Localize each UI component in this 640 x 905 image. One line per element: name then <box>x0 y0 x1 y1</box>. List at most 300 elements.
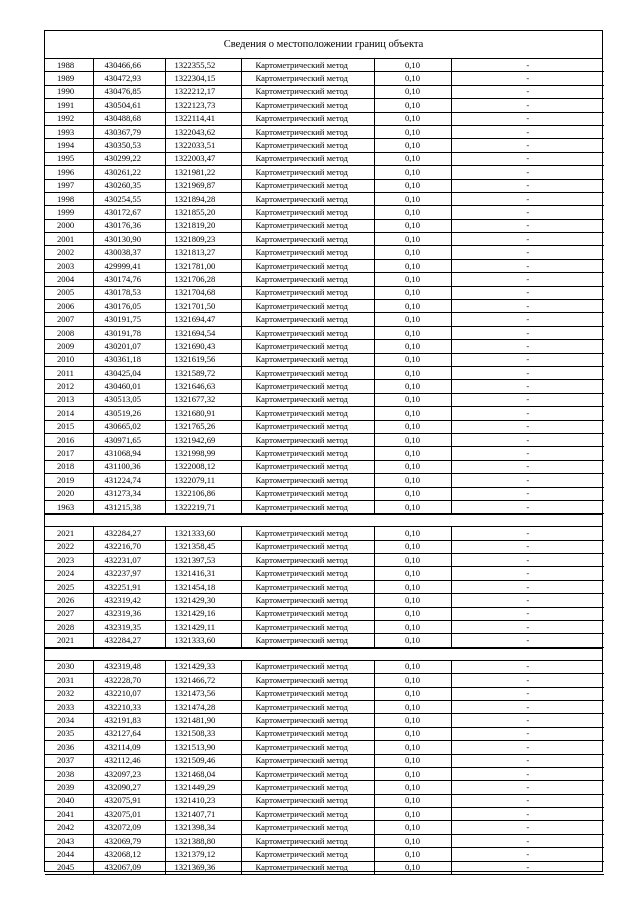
description: - <box>451 621 604 634</box>
y-coordinate: 1321429,16 <box>165 607 241 620</box>
method: Картометрический метод <box>241 433 374 446</box>
x-coordinate: 432068,12 <box>93 848 165 861</box>
y-coordinate: 1321333,60 <box>165 527 241 540</box>
x-coordinate: 432067,09 <box>93 861 165 874</box>
y-coordinate: 1321819,20 <box>165 219 241 232</box>
point-number: 1994 <box>45 139 93 152</box>
description: - <box>451 407 604 420</box>
method: Картометрический метод <box>241 607 374 620</box>
description: - <box>451 313 604 326</box>
method: Картометрический метод <box>241 206 374 219</box>
coordinates-tables <box>45 59 602 875</box>
y-coordinate: 1321474,28 <box>165 700 241 713</box>
accuracy: 0,10 <box>374 460 451 473</box>
description: - <box>451 259 604 272</box>
x-coordinate: 430361,18 <box>93 353 165 366</box>
x-coordinate: 432216,70 <box>93 540 165 553</box>
x-coordinate: 430172,67 <box>93 206 165 219</box>
point-number: 1990 <box>45 85 93 98</box>
accuracy: 0,10 <box>374 700 451 713</box>
accuracy: 0,10 <box>374 861 451 874</box>
method: Картометрический метод <box>241 808 374 821</box>
x-coordinate: 430425,04 <box>93 366 165 379</box>
accuracy: 0,10 <box>374 554 451 567</box>
description: - <box>451 674 604 687</box>
x-coordinate: 430178,53 <box>93 286 165 299</box>
accuracy: 0,10 <box>374 99 451 112</box>
method: Картометрический метод <box>241 754 374 767</box>
table-row <box>45 714 604 727</box>
point-number: 2021 <box>45 634 93 647</box>
point-number: 1996 <box>45 166 93 179</box>
accuracy: 0,10 <box>374 821 451 834</box>
x-coordinate: 432228,70 <box>93 674 165 687</box>
y-coordinate: 1321969,87 <box>165 179 241 192</box>
point-number: 1999 <box>45 206 93 219</box>
table-row <box>45 192 604 205</box>
y-coordinate: 1322008,12 <box>165 460 241 473</box>
method: Картометрический метод <box>241 259 374 272</box>
method: Картометрический метод <box>241 313 374 326</box>
point-number: 1998 <box>45 192 93 205</box>
point-number: 2003 <box>45 259 93 272</box>
description: - <box>451 99 604 112</box>
accuracy: 0,10 <box>374 340 451 353</box>
accuracy: 0,10 <box>374 808 451 821</box>
accuracy: 0,10 <box>374 527 451 540</box>
description: - <box>451 781 604 794</box>
accuracy: 0,10 <box>374 72 451 85</box>
accuracy: 0,10 <box>374 607 451 620</box>
table-row <box>45 380 604 393</box>
table-row <box>45 674 604 687</box>
method: Картометрический метод <box>241 393 374 406</box>
point-number: 2018 <box>45 460 93 473</box>
y-coordinate: 1321397,53 <box>165 554 241 567</box>
x-coordinate: 431224,74 <box>93 474 165 487</box>
description: - <box>451 139 604 152</box>
description: - <box>451 433 604 446</box>
method: Картометрический метод <box>241 861 374 874</box>
point-number: 2043 <box>45 834 93 847</box>
y-coordinate: 1321333,60 <box>165 634 241 647</box>
point-number: 2021 <box>45 527 93 540</box>
table-row <box>45 152 604 165</box>
boundary-document <box>44 30 603 872</box>
x-coordinate: 430191,78 <box>93 326 165 339</box>
table-row <box>45 687 604 700</box>
y-coordinate: 1321429,33 <box>165 661 241 674</box>
y-coordinate: 1321781,00 <box>165 259 241 272</box>
description: - <box>451 808 604 821</box>
description: - <box>451 527 604 540</box>
description: - <box>451 460 604 473</box>
method: Картометрический метод <box>241 326 374 339</box>
accuracy: 0,10 <box>374 206 451 219</box>
accuracy: 0,10 <box>374 794 451 807</box>
description: - <box>451 754 604 767</box>
x-coordinate: 432127,64 <box>93 727 165 740</box>
point-number: 2038 <box>45 767 93 780</box>
table-row <box>45 366 604 379</box>
page-title: Сведения о местоположении границ объекта <box>45 31 602 59</box>
method: Картометрический метод <box>241 674 374 687</box>
x-coordinate: 430466,66 <box>93 59 165 72</box>
table-row <box>45 540 604 553</box>
x-coordinate: 430130,90 <box>93 233 165 246</box>
description: - <box>451 353 604 366</box>
method: Картометрический метод <box>241 540 374 553</box>
x-coordinate: 430350,53 <box>93 139 165 152</box>
method: Картометрический метод <box>241 554 374 567</box>
y-coordinate: 1321680,91 <box>165 407 241 420</box>
accuracy: 0,10 <box>374 166 451 179</box>
point-number: 2000 <box>45 219 93 232</box>
description: - <box>451 72 604 85</box>
table-row <box>45 259 604 272</box>
y-coordinate: 1322043,62 <box>165 125 241 138</box>
y-coordinate: 1322304,15 <box>165 72 241 85</box>
accuracy: 0,10 <box>374 192 451 205</box>
x-coordinate: 432319,35 <box>93 621 165 634</box>
method: Картометрический метод <box>241 700 374 713</box>
x-coordinate: 432319,48 <box>93 661 165 674</box>
accuracy: 0,10 <box>374 500 451 513</box>
accuracy: 0,10 <box>374 85 451 98</box>
point-number: 2022 <box>45 540 93 553</box>
x-coordinate: 429999,41 <box>93 259 165 272</box>
description: - <box>451 206 604 219</box>
accuracy: 0,10 <box>374 380 451 393</box>
table-row <box>45 821 604 834</box>
accuracy: 0,10 <box>374 767 451 780</box>
description: - <box>451 634 604 647</box>
table-row <box>45 781 604 794</box>
y-coordinate: 1322106,86 <box>165 487 241 500</box>
method: Картометрический метод <box>241 300 374 313</box>
y-coordinate: 1321407,71 <box>165 808 241 821</box>
table-row <box>45 834 604 847</box>
point-number: 2009 <box>45 340 93 353</box>
table-row <box>45 661 604 674</box>
x-coordinate: 431068,94 <box>93 447 165 460</box>
accuracy: 0,10 <box>374 286 451 299</box>
point-number: 2015 <box>45 420 93 433</box>
y-coordinate: 1321855,20 <box>165 206 241 219</box>
point-number: 2024 <box>45 567 93 580</box>
description: - <box>451 834 604 847</box>
x-coordinate: 430191,75 <box>93 313 165 326</box>
y-coordinate: 1321473,56 <box>165 687 241 700</box>
description: - <box>451 580 604 593</box>
accuracy: 0,10 <box>374 540 451 553</box>
x-coordinate: 432072,09 <box>93 821 165 834</box>
coordinates-table <box>45 661 604 875</box>
point-number: 2045 <box>45 861 93 874</box>
y-coordinate: 1321701,50 <box>165 300 241 313</box>
point-number: 2027 <box>45 607 93 620</box>
x-coordinate: 430488,68 <box>93 112 165 125</box>
y-coordinate: 1321449,29 <box>165 781 241 794</box>
x-coordinate: 432075,01 <box>93 808 165 821</box>
y-coordinate: 1321454,18 <box>165 580 241 593</box>
description: - <box>451 233 604 246</box>
table-row <box>45 393 604 406</box>
table-row <box>45 206 604 219</box>
method: Картометрический метод <box>241 661 374 674</box>
table-row <box>45 460 604 473</box>
y-coordinate: 1321694,54 <box>165 326 241 339</box>
y-coordinate: 1322079,11 <box>165 474 241 487</box>
point-number: 2032 <box>45 687 93 700</box>
accuracy: 0,10 <box>374 487 451 500</box>
description: - <box>451 767 604 780</box>
point-number: 2020 <box>45 487 93 500</box>
y-coordinate: 1321379,12 <box>165 848 241 861</box>
table-row <box>45 741 604 754</box>
x-coordinate: 432191,83 <box>93 714 165 727</box>
description: - <box>451 219 604 232</box>
method: Картометрический метод <box>241 366 374 379</box>
accuracy: 0,10 <box>374 580 451 593</box>
y-coordinate: 1321813,27 <box>165 246 241 259</box>
x-coordinate: 431273,34 <box>93 487 165 500</box>
table-row <box>45 72 604 85</box>
description: - <box>451 794 604 807</box>
accuracy: 0,10 <box>374 152 451 165</box>
point-number: 2044 <box>45 848 93 861</box>
point-number: 2034 <box>45 714 93 727</box>
method: Картометрический метод <box>241 580 374 593</box>
point-number: 2019 <box>45 474 93 487</box>
method: Картометрический метод <box>241 286 374 299</box>
y-coordinate: 1321646,63 <box>165 380 241 393</box>
x-coordinate: 430174,76 <box>93 273 165 286</box>
x-coordinate: 432319,36 <box>93 607 165 620</box>
y-coordinate: 1321694,47 <box>165 313 241 326</box>
accuracy: 0,10 <box>374 848 451 861</box>
description: - <box>451 192 604 205</box>
table-row <box>45 99 604 112</box>
method: Картометрический метод <box>241 767 374 780</box>
description: - <box>451 166 604 179</box>
description: - <box>451 567 604 580</box>
table-row <box>45 567 604 580</box>
method: Картометрический метод <box>241 179 374 192</box>
x-coordinate: 432237,97 <box>93 567 165 580</box>
x-coordinate: 431100,36 <box>93 460 165 473</box>
x-coordinate: 431215,38 <box>93 500 165 513</box>
method: Картометрический метод <box>241 59 374 72</box>
x-coordinate: 432210,07 <box>93 687 165 700</box>
y-coordinate: 1322212,17 <box>165 85 241 98</box>
x-coordinate: 430971,65 <box>93 433 165 446</box>
point-number: 2005 <box>45 286 93 299</box>
point-number: 2001 <box>45 233 93 246</box>
point-number: 2033 <box>45 700 93 713</box>
accuracy: 0,10 <box>374 447 451 460</box>
x-coordinate: 430038,37 <box>93 246 165 259</box>
coordinates-table <box>45 59 604 514</box>
y-coordinate: 1321981,22 <box>165 166 241 179</box>
accuracy: 0,10 <box>374 687 451 700</box>
coordinates-table <box>45 527 604 648</box>
method: Картометрический метод <box>241 460 374 473</box>
table-row <box>45 233 604 246</box>
method: Картометрический метод <box>241 246 374 259</box>
method: Картометрический метод <box>241 380 374 393</box>
accuracy: 0,10 <box>374 594 451 607</box>
table-row <box>45 634 604 647</box>
x-coordinate: 432251,91 <box>93 580 165 593</box>
y-coordinate: 1321369,36 <box>165 861 241 874</box>
description: - <box>451 661 604 674</box>
method: Картометрический метод <box>241 741 374 754</box>
y-coordinate: 1321690,43 <box>165 340 241 353</box>
point-number: 2007 <box>45 313 93 326</box>
table-row <box>45 59 604 72</box>
point-number: 2039 <box>45 781 93 794</box>
accuracy: 0,10 <box>374 273 451 286</box>
description: - <box>451 594 604 607</box>
description: - <box>451 554 604 567</box>
method: Картометрический метод <box>241 353 374 366</box>
description: - <box>451 112 604 125</box>
method: Картометрический метод <box>241 621 374 634</box>
y-coordinate: 1321508,33 <box>165 727 241 740</box>
method: Картометрический метод <box>241 500 374 513</box>
method: Картометрический метод <box>241 166 374 179</box>
point-number: 1992 <box>45 112 93 125</box>
accuracy: 0,10 <box>374 125 451 138</box>
y-coordinate: 1321704,68 <box>165 286 241 299</box>
point-number: 2031 <box>45 674 93 687</box>
y-coordinate: 1321388,80 <box>165 834 241 847</box>
y-coordinate: 1322123,73 <box>165 99 241 112</box>
description: - <box>451 861 604 874</box>
y-coordinate: 1321589,72 <box>165 366 241 379</box>
accuracy: 0,10 <box>374 781 451 794</box>
method: Картометрический метод <box>241 794 374 807</box>
y-coordinate: 1321765,26 <box>165 420 241 433</box>
method: Картометрический метод <box>241 848 374 861</box>
table-row <box>45 326 604 339</box>
accuracy: 0,10 <box>374 634 451 647</box>
point-number: 2004 <box>45 273 93 286</box>
accuracy: 0,10 <box>374 714 451 727</box>
description: - <box>451 380 604 393</box>
table-row <box>45 273 604 286</box>
description: - <box>451 714 604 727</box>
description: - <box>451 125 604 138</box>
table-row <box>45 794 604 807</box>
table-row <box>45 700 604 713</box>
point-number: 1993 <box>45 125 93 138</box>
method: Картометрический метод <box>241 714 374 727</box>
point-number: 1989 <box>45 72 93 85</box>
method: Картометрический метод <box>241 340 374 353</box>
point-number: 2042 <box>45 821 93 834</box>
y-coordinate: 1321513,90 <box>165 741 241 754</box>
table-row <box>45 808 604 821</box>
method: Картометрический метод <box>241 420 374 433</box>
table-row <box>45 300 604 313</box>
table-row <box>45 527 604 540</box>
section-separator <box>45 648 602 661</box>
method: Картометрический метод <box>241 781 374 794</box>
description: - <box>451 393 604 406</box>
y-coordinate: 1321677,32 <box>165 393 241 406</box>
table-row <box>45 474 604 487</box>
method: Картометрический метод <box>241 727 374 740</box>
point-number: 2006 <box>45 300 93 313</box>
accuracy: 0,10 <box>374 433 451 446</box>
accuracy: 0,10 <box>374 741 451 754</box>
point-number: 2035 <box>45 727 93 740</box>
method: Картометрический метод <box>241 687 374 700</box>
table-row <box>45 621 604 634</box>
method: Картометрический метод <box>241 112 374 125</box>
description: - <box>451 326 604 339</box>
y-coordinate: 1321942,69 <box>165 433 241 446</box>
method: Картометрический метод <box>241 407 374 420</box>
description: - <box>451 540 604 553</box>
y-coordinate: 1321706,28 <box>165 273 241 286</box>
x-coordinate: 430299,22 <box>93 152 165 165</box>
method: Картометрический метод <box>241 152 374 165</box>
description: - <box>451 300 604 313</box>
accuracy: 0,10 <box>374 474 451 487</box>
table-row <box>45 607 604 620</box>
accuracy: 0,10 <box>374 259 451 272</box>
method: Картометрический метод <box>241 527 374 540</box>
y-coordinate: 1322033,51 <box>165 139 241 152</box>
description: - <box>451 447 604 460</box>
point-number: 2013 <box>45 393 93 406</box>
table-row <box>45 580 604 593</box>
table-row <box>45 313 604 326</box>
point-number: 1997 <box>45 179 93 192</box>
section-separator <box>45 514 602 527</box>
point-number: 2012 <box>45 380 93 393</box>
x-coordinate: 432114,09 <box>93 741 165 754</box>
accuracy: 0,10 <box>374 420 451 433</box>
description: - <box>451 152 604 165</box>
table-row <box>45 861 604 874</box>
y-coordinate: 1321429,11 <box>165 621 241 634</box>
description: - <box>451 487 604 500</box>
method: Картометрический метод <box>241 834 374 847</box>
accuracy: 0,10 <box>374 246 451 259</box>
description: - <box>451 273 604 286</box>
y-coordinate: 1321481,90 <box>165 714 241 727</box>
point-number: 2036 <box>45 741 93 754</box>
y-coordinate: 1322114,41 <box>165 112 241 125</box>
y-coordinate: 1321416,31 <box>165 567 241 580</box>
table-row <box>45 166 604 179</box>
method: Картометрический метод <box>241 139 374 152</box>
accuracy: 0,10 <box>374 233 451 246</box>
point-number: 1963 <box>45 500 93 513</box>
point-number: 2026 <box>45 594 93 607</box>
point-number: 2040 <box>45 794 93 807</box>
accuracy: 0,10 <box>374 393 451 406</box>
method: Картометрический метод <box>241 192 374 205</box>
x-coordinate: 430476,85 <box>93 85 165 98</box>
x-coordinate: 432319,42 <box>93 594 165 607</box>
x-coordinate: 432112,46 <box>93 754 165 767</box>
table-row <box>45 554 604 567</box>
